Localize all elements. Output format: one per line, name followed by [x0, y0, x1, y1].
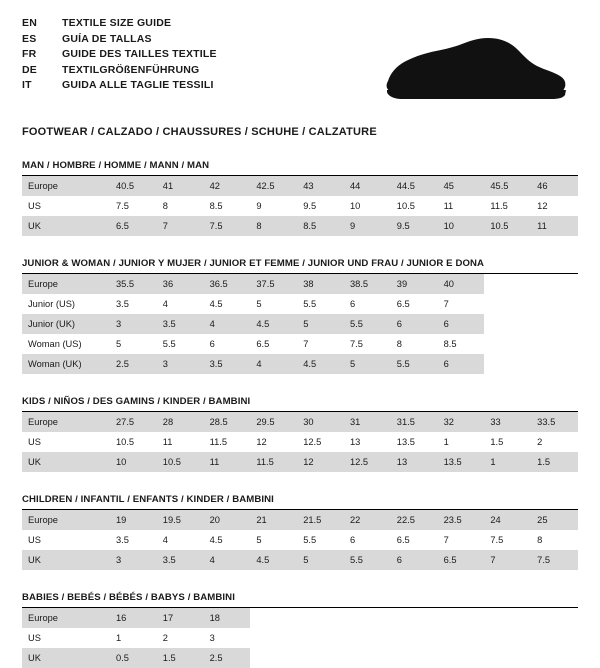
size-cell: 2.5 — [110, 354, 157, 374]
table-row — [22, 176, 578, 196]
table-row — [22, 314, 578, 334]
size-cell: 9 — [344, 216, 391, 236]
size-cell: 3 — [157, 354, 204, 374]
size-cell: 10.5 — [484, 216, 531, 236]
size-cell: 9.5 — [303, 200, 317, 211]
size-cell: 4.5 — [250, 314, 297, 334]
size-cell: 9.5 — [391, 216, 438, 236]
size-cell — [484, 354, 531, 374]
size-cell: 6 — [438, 314, 485, 334]
size-cell — [531, 648, 578, 668]
size-cell: 7.5 — [204, 216, 251, 236]
row-label: US — [28, 632, 41, 643]
size-cell: 5.5 — [162, 338, 176, 349]
size-group-label: CHILDREN / INFANTIL / ENFANTS / KINDER / BAMBINI — [22, 494, 274, 505]
size-cell: 10 — [110, 452, 157, 472]
size-table — [22, 608, 578, 668]
size-cell: 38.5 — [344, 274, 391, 294]
size-cell: 6.5 — [396, 534, 410, 545]
size-cell: 39 — [391, 274, 438, 294]
size-cell: 23.5 — [438, 510, 485, 530]
size-cell: 6.5 — [256, 338, 270, 349]
size-cell: 2 — [162, 632, 168, 643]
size-cell: 28 — [157, 412, 204, 432]
size-cell: 2 — [537, 436, 543, 447]
size-cell: 5 — [116, 338, 122, 349]
size-cell: 3 — [209, 632, 215, 643]
size-cell: 6 — [438, 354, 485, 374]
size-cell: 42.5 — [250, 176, 297, 196]
size-cell: 5.5 — [344, 314, 391, 334]
size-cell — [344, 648, 391, 668]
size-table — [22, 510, 578, 570]
table-row — [22, 628, 578, 648]
size-cell: 18 — [204, 608, 251, 628]
size-cell: 38 — [297, 274, 344, 294]
size-table — [22, 176, 578, 236]
size-group — [22, 396, 578, 472]
size-cell: 1 — [116, 632, 122, 643]
size-cell: 8 — [396, 338, 402, 349]
page-title: FOOTWEAR / CALZADO / CHAUSSURES / SCHUHE / CALZATURE — [22, 126, 377, 138]
size-cell: 17 — [157, 608, 204, 628]
size-cell: 30 — [297, 412, 344, 432]
size-cell — [531, 628, 578, 648]
size-cell: 32 — [438, 412, 485, 432]
size-cell: 5.5 — [303, 534, 317, 545]
size-cell: 4.5 — [297, 354, 344, 374]
language-row — [22, 32, 217, 48]
language-row — [22, 16, 217, 32]
size-cell: 5 — [256, 534, 262, 545]
table-row — [22, 608, 578, 628]
row-label: US — [28, 436, 41, 447]
size-cell — [438, 648, 485, 668]
size-cell: 11 — [443, 200, 454, 211]
language-title: GUÍA DE TALLAS — [62, 32, 152, 45]
size-group-label: KIDS / NIÑOS / DES GAMINS / KINDER / BAMBINI — [22, 396, 251, 407]
size-cell — [531, 294, 578, 314]
language-code: DE — [22, 63, 37, 76]
row-label: Europe — [22, 608, 110, 628]
size-cell: 36.5 — [204, 274, 251, 294]
size-cell: 45.5 — [484, 176, 531, 196]
size-tables — [22, 160, 578, 668]
size-cell: 3.5 — [116, 298, 129, 309]
size-cell: 3 — [110, 550, 157, 570]
size-cell: 10 — [349, 200, 361, 211]
size-cell: 36 — [157, 274, 204, 294]
dress-shoe-icon — [380, 34, 570, 104]
size-cell: 46 — [531, 176, 578, 196]
size-cell — [484, 294, 531, 314]
table-row — [22, 648, 578, 668]
size-cell: 1.5 — [157, 648, 204, 668]
size-cell: 11 — [531, 216, 578, 236]
row-label: US — [28, 200, 41, 211]
size-cell: 28.5 — [204, 412, 251, 432]
size-cell: 6 — [349, 298, 356, 309]
size-cell: 6 — [391, 314, 438, 334]
language-row — [22, 78, 217, 94]
size-group — [22, 494, 578, 570]
size-cell — [531, 274, 578, 294]
size-cell: 4 — [162, 534, 168, 545]
size-cell: 7.5 — [349, 338, 363, 349]
size-cell — [438, 628, 485, 648]
size-cell: 43 — [297, 176, 344, 196]
row-label: Junior (US) — [28, 298, 76, 309]
language-title: TEXTILE SIZE GUIDE — [62, 17, 172, 29]
size-cell — [484, 274, 531, 294]
size-cell: 8.5 — [443, 338, 457, 349]
size-cell: 7 — [157, 216, 204, 236]
size-cell: 31 — [344, 412, 391, 432]
size-cell: 4 — [204, 550, 251, 570]
size-cell — [531, 334, 578, 354]
row-label: Europe — [22, 412, 110, 432]
size-cell: 25 — [531, 510, 578, 530]
size-cell — [250, 648, 297, 668]
size-cell: 3.5 — [157, 550, 204, 570]
size-cell: 37.5 — [250, 274, 297, 294]
size-cell: 11 — [162, 436, 173, 447]
row-label: UK — [22, 648, 110, 668]
size-cell: 11 — [204, 452, 251, 472]
size-cell: 11.5 — [209, 436, 227, 447]
size-cell: 13 — [391, 452, 438, 472]
size-cell: 9 — [256, 200, 262, 211]
size-cell: 13.5 — [396, 436, 415, 447]
size-cell: 5.5 — [344, 550, 391, 570]
language-code: ES — [22, 32, 37, 45]
size-cell: 13.5 — [438, 452, 485, 472]
size-cell: 22.5 — [391, 510, 438, 530]
row-label: Junior (UK) — [22, 314, 110, 334]
size-cell: 45 — [438, 176, 485, 196]
size-cell: 7 — [484, 550, 531, 570]
size-cell: 1.5 — [490, 436, 504, 447]
size-cell — [250, 628, 297, 648]
language-row — [22, 47, 217, 63]
table-row — [22, 452, 578, 472]
size-group — [22, 160, 578, 236]
table-row — [22, 550, 578, 570]
size-cell: 20 — [204, 510, 251, 530]
size-cell: 7.5 — [490, 534, 504, 545]
size-cell: 5 — [297, 550, 344, 570]
size-cell: 6 — [209, 338, 215, 349]
size-cell: 8.5 — [297, 216, 344, 236]
size-cell: 31.5 — [391, 412, 438, 432]
size-table — [22, 274, 578, 374]
size-cell: 4 — [204, 314, 251, 334]
size-group-label: BABIES / BEBÉS / BÉBÉS / BABYS / BAMBINI — [22, 592, 235, 603]
size-cell: 8 — [250, 216, 297, 236]
size-cell: 4.5 — [250, 550, 297, 570]
size-cell: 5 — [344, 354, 391, 374]
table-row — [22, 294, 578, 314]
size-cell: 10 — [438, 216, 485, 236]
size-cell: 21 — [250, 510, 297, 530]
size-cell: 13 — [349, 436, 361, 447]
language-title: GUIDE DES TAILLES TEXTILE — [62, 48, 217, 60]
size-cell: 21.5 — [297, 510, 344, 530]
table-row — [22, 412, 578, 432]
size-cell: 22 — [344, 510, 391, 530]
size-cell: 1.5 — [531, 452, 578, 472]
row-label: Europe — [22, 510, 110, 530]
size-cell: 16 — [110, 608, 157, 628]
size-cell: 7 — [303, 338, 309, 349]
size-cell: 40 — [438, 274, 485, 294]
size-cell: 7.5 — [531, 550, 578, 570]
size-cell: 7 — [443, 534, 449, 545]
size-cell — [297, 648, 344, 668]
size-cell: 44 — [344, 176, 391, 196]
table-row — [22, 334, 578, 354]
row-label: UK — [22, 550, 110, 570]
size-cell: 10.5 — [396, 200, 415, 211]
table-row — [22, 216, 578, 236]
row-label: UK — [22, 216, 110, 236]
size-cell — [297, 628, 344, 648]
size-cell — [531, 608, 578, 628]
size-cell: 2.5 — [204, 648, 251, 668]
size-group-label: JUNIOR & WOMAN / JUNIOR Y MUJER / JUNIOR ET FEMME / JUNIOR UND FRAU / JUNIOR E DONA — [22, 258, 485, 269]
size-cell: 44.5 — [391, 176, 438, 196]
size-cell: 3.5 — [116, 534, 129, 545]
table-row — [22, 274, 578, 294]
size-cell — [484, 608, 531, 628]
size-cell: 6.5 — [396, 298, 410, 309]
size-cell: 24 — [484, 510, 531, 530]
row-label: Woman (US) — [28, 338, 82, 349]
size-cell — [484, 334, 531, 354]
size-cell — [484, 314, 531, 334]
row-label: Europe — [22, 176, 110, 196]
size-cell: 12.5 — [344, 452, 391, 472]
size-cell: 4.5 — [209, 298, 223, 309]
size-cell: 6 — [349, 534, 356, 545]
size-cell: 8 — [537, 534, 543, 545]
size-cell — [438, 608, 485, 628]
size-group — [22, 592, 578, 668]
size-cell — [531, 354, 578, 374]
size-table — [22, 412, 578, 472]
table-row — [22, 432, 578, 452]
size-cell: 12 — [297, 452, 344, 472]
size-cell: 10.5 — [116, 436, 135, 447]
row-label: US — [28, 534, 41, 545]
size-cell: 12 — [537, 200, 548, 211]
row-label: Woman (UK) — [22, 354, 110, 374]
language-title: TEXTILGRÖßENFÜHRUNG — [62, 63, 200, 76]
language-code: IT — [22, 79, 32, 91]
size-cell: 33 — [484, 412, 531, 432]
size-cell: 1 — [443, 436, 449, 447]
table-row — [22, 530, 578, 550]
size-cell: 4.5 — [209, 534, 223, 545]
size-cell: 5.5 — [303, 298, 317, 309]
table-row — [22, 510, 578, 530]
size-cell: 5 — [297, 314, 344, 334]
size-cell: 3 — [110, 314, 157, 334]
size-cell: 29.5 — [250, 412, 297, 432]
size-cell: 33.5 — [531, 412, 578, 432]
size-cell: 1 — [484, 452, 531, 472]
size-cell: 3.5 — [204, 354, 251, 374]
language-titles — [22, 16, 217, 94]
size-cell: 11.5 — [490, 200, 508, 211]
size-cell: 12 — [256, 436, 267, 447]
language-title: GUIDA ALLE TAGLIE TESSILI — [62, 79, 214, 91]
size-cell: 8.5 — [209, 200, 223, 211]
size-cell: 10.5 — [157, 452, 204, 472]
size-cell: 5.5 — [391, 354, 438, 374]
size-cell: 6.5 — [438, 550, 485, 570]
size-cell — [531, 314, 578, 334]
size-cell: 5 — [256, 298, 262, 309]
size-cell — [484, 628, 531, 648]
language-code: FR — [22, 48, 37, 60]
size-cell: 0.5 — [110, 648, 157, 668]
size-cell: 4 — [250, 354, 297, 374]
size-cell: 40.5 — [110, 176, 157, 196]
size-cell: 7.5 — [116, 200, 129, 211]
size-cell — [484, 648, 531, 668]
size-cell — [250, 608, 297, 628]
size-cell: 4 — [162, 298, 168, 309]
size-cell: 19.5 — [157, 510, 204, 530]
document-header — [22, 16, 578, 112]
size-cell — [391, 648, 438, 668]
size-cell — [297, 608, 344, 628]
size-cell: 42 — [204, 176, 251, 196]
size-group — [22, 258, 578, 374]
size-cell — [344, 628, 391, 648]
size-cell: 3.5 — [157, 314, 204, 334]
size-group-label: MAN / HOMBRE / HOMME / MANN / MAN — [22, 160, 210, 171]
language-row — [22, 63, 217, 79]
size-cell: 8 — [162, 200, 168, 211]
size-cell: 19 — [110, 510, 157, 530]
size-cell: 12.5 — [303, 436, 322, 447]
size-cell: 11.5 — [250, 452, 297, 472]
size-cell — [344, 608, 391, 628]
size-cell: 35.5 — [110, 274, 157, 294]
size-cell: 7 — [443, 298, 449, 309]
table-row — [22, 196, 578, 216]
row-label: Europe — [22, 274, 110, 294]
size-cell — [391, 628, 438, 648]
size-cell: 6.5 — [110, 216, 157, 236]
size-cell: 41 — [157, 176, 204, 196]
table-row — [22, 354, 578, 374]
size-cell: 6 — [391, 550, 438, 570]
language-code: EN — [22, 17, 37, 29]
size-cell: 27.5 — [110, 412, 157, 432]
size-cell — [391, 608, 438, 628]
row-label: UK — [22, 452, 110, 472]
